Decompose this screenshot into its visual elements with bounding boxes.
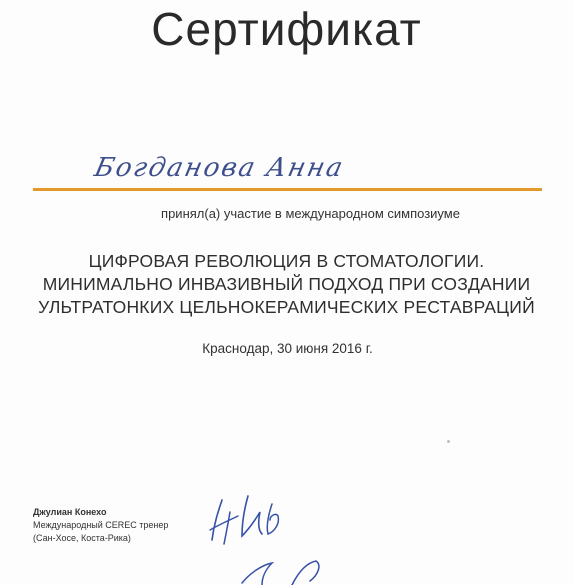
symposium-title-line-2: МИНИМАЛЬНО ИНВАЗИВНЫЙ ПОДХОД ПРИ СОЗДАНИИ [42, 274, 531, 294]
paper-speck [447, 440, 450, 443]
recipient-name-handwritten: Богданова Анна [91, 153, 348, 183]
participation-text: принял(а) участие в международном симпозиуме [161, 206, 460, 221]
symposium-title [0, 250, 573, 319]
accent-divider [33, 188, 542, 191]
trainer-location: (Сан-Хосе, Коста-Рика) [33, 533, 131, 543]
symposium-title-line-1: ЦИФРОВАЯ РЕВОЛЮЦИЯ В СТОМАТОЛОГИИ. [88, 251, 485, 271]
second-signature [232, 555, 342, 585]
trainer-role: Международный CEREC тренер [33, 520, 169, 530]
symposium-title-line-3: УЛЬТРАТОНКИХ ЦЕЛЬНОКЕРАМИЧЕСКИХ РЕСТАВРАЦИЙ [38, 297, 535, 317]
certificate-title: Сертификат [151, 3, 422, 55]
place-date: Краснодар, 30 июня 2016 г. [202, 341, 373, 356]
trainer-signature [208, 490, 298, 550]
trainer-block [33, 506, 168, 545]
trainer-name: Джулиан Конехо [33, 507, 107, 517]
